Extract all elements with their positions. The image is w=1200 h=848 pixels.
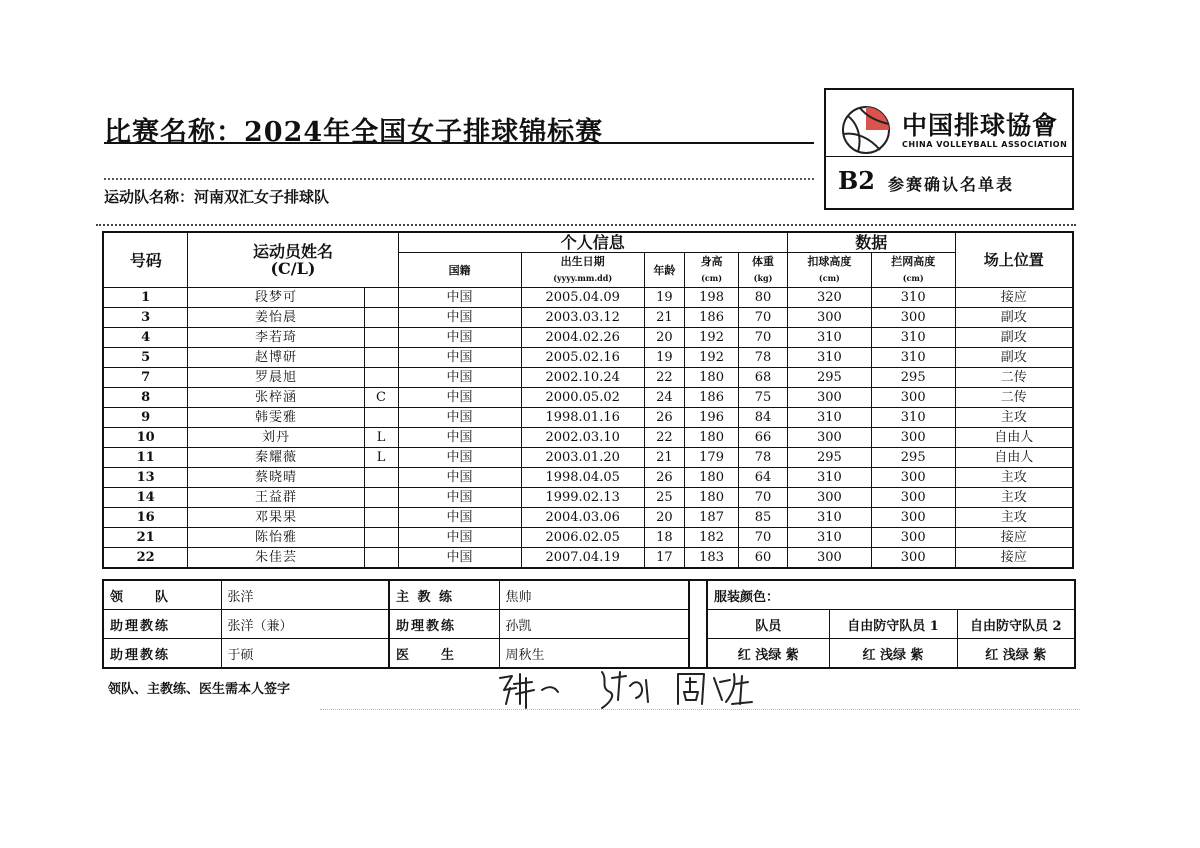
header-height-label: 身高 xyxy=(700,255,723,268)
player-number: 5 xyxy=(103,348,188,368)
player-position: 主攻 xyxy=(955,508,1073,528)
player-height: 180 xyxy=(685,488,739,508)
table-row xyxy=(103,328,1073,348)
player-birth-date: 1998.01.16 xyxy=(521,408,644,428)
player-birth-date: 2006.02.05 xyxy=(521,528,644,548)
team-name-row xyxy=(104,186,329,207)
header-athlete-name-label: 运动员姓名 xyxy=(252,242,333,261)
player-nationality: 中国 xyxy=(398,528,521,548)
player-weight: 66 xyxy=(739,428,788,448)
player-weight: 84 xyxy=(739,408,788,428)
player-name: 张梓涵 xyxy=(188,388,364,408)
player-position: 主攻 xyxy=(955,468,1073,488)
header-data: 数据 xyxy=(787,232,955,253)
player-weight: 70 xyxy=(739,308,788,328)
player-number: 14 xyxy=(103,488,188,508)
player-number: 11 xyxy=(103,448,188,468)
doctor-value: 周秋生 xyxy=(499,639,689,669)
player-name: 邓果果 xyxy=(188,508,364,528)
uniform-libero2-colors: 红 浅绿 紫 xyxy=(957,639,1075,669)
title-dotted-divider xyxy=(104,178,814,180)
bottom-faint-line xyxy=(320,709,1080,710)
player-name: 刘丹 xyxy=(188,428,364,448)
player-number: 10 xyxy=(103,428,188,448)
player-spike-height: 310 xyxy=(787,508,871,528)
staff-gap xyxy=(689,580,707,668)
player-position: 副攻 xyxy=(955,308,1073,328)
player-position: 副攻 xyxy=(955,328,1073,348)
player-role: L xyxy=(364,428,398,448)
player-name: 蔡晓晴 xyxy=(188,468,364,488)
volleyball-emblem-icon xyxy=(840,104,892,156)
player-age: 22 xyxy=(644,368,684,388)
player-age: 20 xyxy=(644,508,684,528)
competition-title-area xyxy=(104,110,814,149)
player-weight: 85 xyxy=(739,508,788,528)
player-nationality: 中国 xyxy=(398,388,521,408)
table-row xyxy=(103,468,1073,488)
player-role xyxy=(364,488,398,508)
player-spike-height: 310 xyxy=(787,408,871,428)
header-weight-label: 体重 xyxy=(752,255,775,268)
player-number: 13 xyxy=(103,468,188,488)
assistant-coach-1-value: 张洋（兼） xyxy=(221,610,389,639)
player-block-height: 300 xyxy=(871,308,955,328)
header-spike-label: 扣球高度 xyxy=(807,255,852,268)
table-row xyxy=(103,448,1073,468)
player-height: 186 xyxy=(685,308,739,328)
player-block-height: 300 xyxy=(871,468,955,488)
player-spike-height: 295 xyxy=(787,448,871,468)
association-name-en: CHINA VOLLEYBALL ASSOCIATION xyxy=(902,140,1068,149)
header-athlete-name-sub: (C/L) xyxy=(270,259,316,278)
player-age: 26 xyxy=(644,408,684,428)
assistant-coach-3-label: 助理教练 xyxy=(389,610,499,639)
player-nationality: 中国 xyxy=(398,328,521,348)
player-age: 19 xyxy=(644,288,684,308)
player-name: 段梦可 xyxy=(188,288,364,308)
player-role xyxy=(364,468,398,488)
player-weight: 64 xyxy=(739,468,788,488)
signature-note: 领队、主教练、医生需本人签字 xyxy=(108,682,291,697)
player-block-height: 300 xyxy=(871,388,955,408)
player-nationality: 中国 xyxy=(398,348,521,368)
player-birth-date: 2003.01.20 xyxy=(521,448,644,468)
player-spike-height: 300 xyxy=(787,388,871,408)
player-spike-height: 295 xyxy=(787,368,871,388)
table-row xyxy=(103,408,1073,428)
player-age: 18 xyxy=(644,528,684,548)
header-birth-date xyxy=(521,253,644,288)
player-birth-date: 2002.10.24 xyxy=(521,368,644,388)
player-role: L xyxy=(364,448,398,468)
uniform-title: 服装颜色： xyxy=(714,589,780,605)
association-logo xyxy=(840,100,1068,158)
player-name: 罗晨旭 xyxy=(188,368,364,388)
player-nationality: 中国 xyxy=(398,308,521,328)
player-nationality: 中国 xyxy=(398,408,521,428)
player-position: 接应 xyxy=(955,288,1073,308)
form-box-divider xyxy=(826,156,1072,157)
player-position: 自由人 xyxy=(955,428,1073,448)
player-number: 3 xyxy=(103,308,188,328)
player-height: 196 xyxy=(685,408,739,428)
player-age: 25 xyxy=(644,488,684,508)
player-role xyxy=(364,368,398,388)
player-height: 180 xyxy=(685,468,739,488)
player-role xyxy=(364,288,398,308)
player-position: 主攻 xyxy=(955,408,1073,428)
leader-value: 张洋 xyxy=(221,580,389,610)
player-role xyxy=(364,328,398,348)
table-row xyxy=(103,508,1073,528)
player-number: 1 xyxy=(103,288,188,308)
player-height: 186 xyxy=(685,388,739,408)
player-block-height: 310 xyxy=(871,328,955,348)
header-number: 号码 xyxy=(103,232,188,288)
player-spike-height: 300 xyxy=(787,488,871,508)
assistant-coach-2-value: 于硕 xyxy=(221,639,389,669)
player-block-height: 300 xyxy=(871,528,955,548)
header-age: 年龄 xyxy=(644,253,684,288)
player-birth-date: 2004.03.06 xyxy=(521,508,644,528)
player-number: 4 xyxy=(103,328,188,348)
header-weight-unit: (kg) xyxy=(753,273,773,283)
player-name: 王益群 xyxy=(188,488,364,508)
uniform-libero1-colors: 红 浅绿 紫 xyxy=(829,639,957,669)
player-role xyxy=(364,308,398,328)
player-birth-date: 2003.03.12 xyxy=(521,308,644,328)
player-spike-height: 310 xyxy=(787,348,871,368)
player-block-height: 310 xyxy=(871,288,955,308)
title-underline xyxy=(104,142,814,144)
player-spike-height: 310 xyxy=(787,528,871,548)
player-nationality: 中国 xyxy=(398,468,521,488)
player-number: 22 xyxy=(103,548,188,569)
player-birth-date: 2000.05.02 xyxy=(521,388,644,408)
player-role xyxy=(364,508,398,528)
table-row xyxy=(103,488,1073,508)
player-position: 接应 xyxy=(955,548,1073,569)
player-nationality: 中国 xyxy=(398,428,521,448)
player-spike-height: 300 xyxy=(787,548,871,569)
roster-table xyxy=(102,231,1074,569)
player-name: 李若琦 xyxy=(188,328,364,348)
header-block-label: 拦网高度 xyxy=(891,255,936,268)
player-age: 21 xyxy=(644,448,684,468)
player-weight: 75 xyxy=(739,388,788,408)
header-height xyxy=(685,253,739,288)
header-block-height xyxy=(871,253,955,288)
player-name: 韩雯雅 xyxy=(188,408,364,428)
signatures-text: 张洋 焦帅 周秋生 xyxy=(490,664,498,665)
player-age: 19 xyxy=(644,348,684,368)
player-spike-height: 310 xyxy=(787,468,871,488)
table-row xyxy=(103,368,1073,388)
handwritten-signatures xyxy=(490,664,810,712)
player-age: 20 xyxy=(644,328,684,348)
table-row xyxy=(103,428,1073,448)
uniform-libero2-label: 自由防守队员 2 xyxy=(957,610,1075,639)
player-birth-date: 2005.04.09 xyxy=(521,288,644,308)
player-height: 192 xyxy=(685,328,739,348)
header-personal-info: 个人信息 xyxy=(398,232,787,253)
player-birth-date: 2007.04.19 xyxy=(521,548,644,569)
header-spike-height xyxy=(787,253,871,288)
player-height: 180 xyxy=(685,368,739,388)
header-height-unit: (cm) xyxy=(701,273,723,283)
header-athlete-name xyxy=(188,232,398,288)
player-name: 秦耀薇 xyxy=(188,448,364,468)
table-header-row-1 xyxy=(103,232,1073,253)
player-age: 22 xyxy=(644,428,684,448)
player-height: 182 xyxy=(685,528,739,548)
player-age: 26 xyxy=(644,468,684,488)
player-weight: 78 xyxy=(739,448,788,468)
uniform-player-colors: 红 浅绿 紫 xyxy=(707,639,829,669)
player-birth-date: 1999.02.13 xyxy=(521,488,644,508)
player-height: 179 xyxy=(685,448,739,468)
player-position: 接应 xyxy=(955,528,1073,548)
header-block-unit: (cm) xyxy=(902,273,924,283)
player-number: 16 xyxy=(103,508,188,528)
table-row xyxy=(103,548,1073,569)
player-number: 7 xyxy=(103,368,188,388)
player-age: 24 xyxy=(644,388,684,408)
head-coach-label: 主 教 练 xyxy=(389,580,499,610)
player-height: 198 xyxy=(685,288,739,308)
player-number: 21 xyxy=(103,528,188,548)
assistant-coach-2-label: 助理教练 xyxy=(103,639,221,669)
player-block-height: 295 xyxy=(871,448,955,468)
player-block-height: 300 xyxy=(871,508,955,528)
leader-label: 领 队 xyxy=(103,580,221,610)
player-name: 姜怡晨 xyxy=(188,308,364,328)
assistant-coach-3-value: 孙凯 xyxy=(499,610,689,639)
player-position: 二传 xyxy=(955,368,1073,388)
player-name: 陈怡雅 xyxy=(188,528,364,548)
player-spike-height: 300 xyxy=(787,308,871,328)
roster-body xyxy=(103,288,1073,569)
player-role xyxy=(364,528,398,548)
player-weight: 78 xyxy=(739,348,788,368)
player-weight: 70 xyxy=(739,528,788,548)
doctor-label: 医 生 xyxy=(389,639,499,669)
player-block-height: 310 xyxy=(871,348,955,368)
player-block-height: 300 xyxy=(871,548,955,569)
competition-title: 比赛名称：2024年全国女子排球锦标赛 xyxy=(104,117,604,148)
player-spike-height: 320 xyxy=(787,288,871,308)
player-height: 180 xyxy=(685,428,739,448)
player-weight: 70 xyxy=(739,328,788,348)
player-block-height: 295 xyxy=(871,368,955,388)
table-row xyxy=(103,348,1073,368)
player-block-height: 300 xyxy=(871,428,955,448)
team-label: 运动队名称： xyxy=(104,188,195,206)
player-birth-date: 2004.02.26 xyxy=(521,328,644,348)
header-dotted-divider xyxy=(96,224,1076,226)
form-id-box xyxy=(824,88,1074,210)
player-nationality: 中国 xyxy=(398,488,521,508)
player-age: 17 xyxy=(644,548,684,569)
player-weight: 68 xyxy=(739,368,788,388)
header-birth-date-format: (yyyy.mm.dd) xyxy=(553,273,613,283)
player-nationality: 中国 xyxy=(398,368,521,388)
player-position: 主攻 xyxy=(955,488,1073,508)
player-role: C xyxy=(364,388,398,408)
form-code: B2 xyxy=(838,166,875,195)
player-name: 赵博研 xyxy=(188,348,364,368)
table-row xyxy=(103,528,1073,548)
player-weight: 60 xyxy=(739,548,788,569)
table-row xyxy=(103,288,1073,308)
player-block-height: 310 xyxy=(871,408,955,428)
player-spike-height: 300 xyxy=(787,428,871,448)
association-name-cn: 中国排球協會 xyxy=(902,111,1059,140)
player-block-height: 300 xyxy=(871,488,955,508)
player-height: 187 xyxy=(685,508,739,528)
header-birth-date-label: 出生日期 xyxy=(560,255,605,268)
player-name: 朱佳芸 xyxy=(188,548,364,569)
player-role xyxy=(364,548,398,569)
player-position: 自由人 xyxy=(955,448,1073,468)
uniform-player-label: 队员 xyxy=(707,610,829,639)
player-birth-date: 2002.03.10 xyxy=(521,428,644,448)
staff-table xyxy=(102,579,1076,669)
table-row xyxy=(103,308,1073,328)
head-coach-value: 焦帅 xyxy=(499,580,689,610)
player-nationality: 中国 xyxy=(398,448,521,468)
form-name: 参赛确认名单表 xyxy=(888,175,1015,194)
player-birth-date: 1998.04.05 xyxy=(521,468,644,488)
header-weight xyxy=(739,253,788,288)
player-nationality: 中国 xyxy=(398,508,521,528)
player-height: 192 xyxy=(685,348,739,368)
player-number: 8 xyxy=(103,388,188,408)
player-position: 副攻 xyxy=(955,348,1073,368)
player-nationality: 中国 xyxy=(398,548,521,569)
player-age: 21 xyxy=(644,308,684,328)
assistant-coach-1-label: 助理教练 xyxy=(103,610,221,639)
player-nationality: 中国 xyxy=(398,288,521,308)
uniform-libero1-label: 自由防守队员 1 xyxy=(829,610,957,639)
header-position: 场上位置 xyxy=(955,232,1073,288)
header-nationality: 国籍 xyxy=(398,253,521,288)
player-spike-height: 310 xyxy=(787,328,871,348)
player-birth-date: 2005.02.16 xyxy=(521,348,644,368)
player-role xyxy=(364,408,398,428)
player-position: 二传 xyxy=(955,388,1073,408)
header-spike-unit: (cm) xyxy=(818,273,840,283)
team-name: 河南双汇女子排球队 xyxy=(194,188,330,206)
player-role xyxy=(364,348,398,368)
player-height: 183 xyxy=(685,548,739,569)
player-number: 9 xyxy=(103,408,188,428)
player-weight: 70 xyxy=(739,488,788,508)
player-weight: 80 xyxy=(739,288,788,308)
table-row xyxy=(103,388,1073,408)
